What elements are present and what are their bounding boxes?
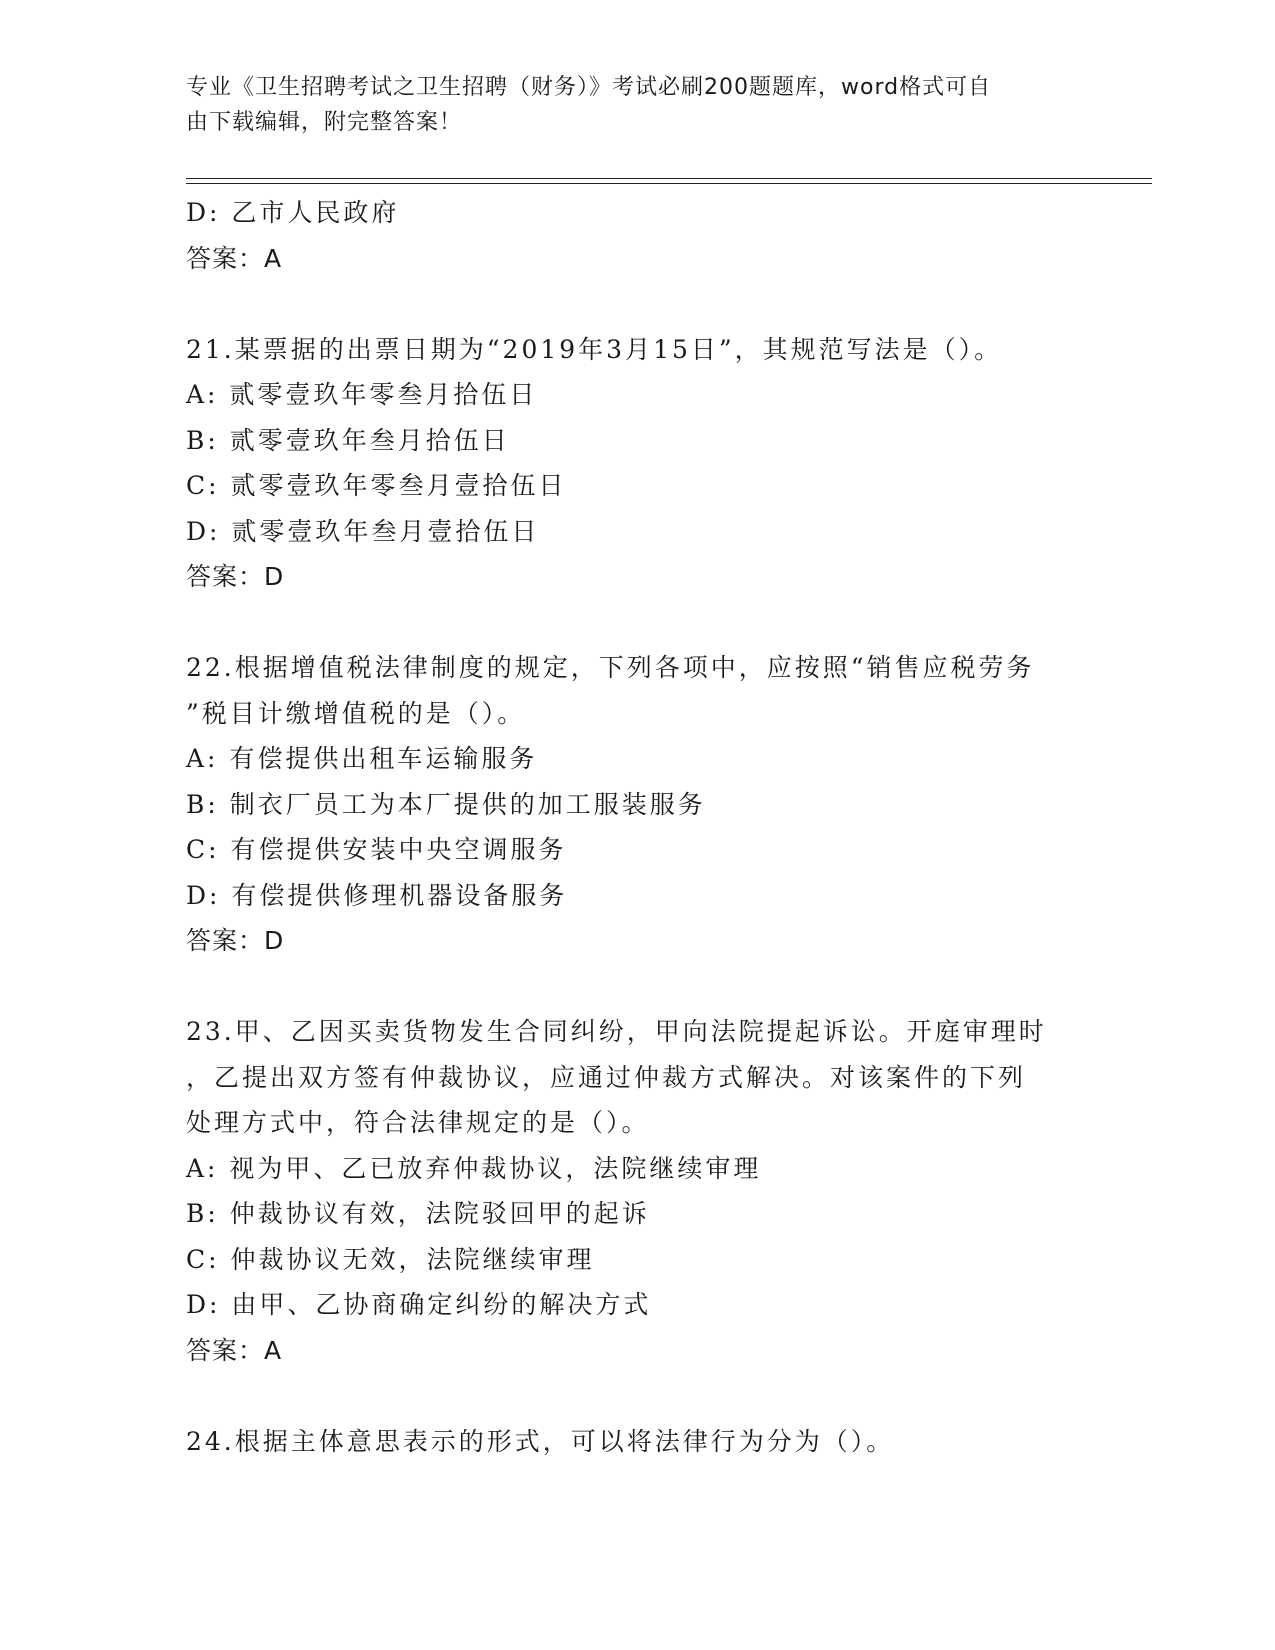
option-d: D: 由甲、乙协商确定纠纷的解决方式 xyxy=(186,1290,652,1319)
previous-question-tail xyxy=(186,190,1086,281)
option-b: B: 贰零壹玖年叁月拾伍日 xyxy=(186,425,510,455)
answer: 答案：D xyxy=(186,562,285,591)
question-stem: 21.某票据的出票日期为“2019年3月15日”，其规范写法是（）。 xyxy=(186,334,1003,364)
spacer xyxy=(186,964,1086,1010)
question-stem-continued: 处理方式中，符合法律规定的是（）。 xyxy=(186,1108,650,1137)
question-stem: 23.甲、乙因买卖货物发生合同纠纷，甲向法院提起诉讼。开庭审理时 xyxy=(186,1017,1047,1046)
option-d: D: 贰零壹玖年叁月壹拾伍日 xyxy=(186,516,540,546)
spacer xyxy=(186,600,1086,646)
question-stem-continued: ，乙提出双方签有仲裁协议，应通过仲裁方式解决。对该案件的下列 xyxy=(186,1062,1027,1092)
question-24 xyxy=(186,1419,1086,1465)
answer: 答案：A xyxy=(186,1335,283,1365)
document-header xyxy=(186,70,1066,140)
option-c: C: 有偿提供安装中央空调服务 xyxy=(186,835,567,864)
option-a: A: 贰零壹玖年零叁月拾伍日 xyxy=(186,380,538,409)
header-line-1: 专业《卫生招聘考试之卫生招聘（财务）》考试必刷200题题库，word格式可自 xyxy=(186,75,992,100)
question-stem: 24.根据主体意思表示的形式，可以将法律行为分为（）。 xyxy=(186,1426,895,1456)
option-b: B: 仲裁协议有效，法院驳回甲的起诉 xyxy=(186,1199,650,1228)
question-stem: 22.根据增值税法律制度的规定，下列各项中，应按照“销售应税劳务 xyxy=(186,653,1035,682)
question-23 xyxy=(186,1009,1086,1373)
spacer xyxy=(186,281,1086,327)
question-list xyxy=(186,190,1086,1464)
option-a: A: 有偿提供出租车运输服务 xyxy=(186,744,538,773)
option-d: D: 乙市人民政府 xyxy=(186,198,400,227)
header-divider-top xyxy=(186,178,1152,179)
header-divider-bottom xyxy=(186,183,1152,184)
option-d: D: 有偿提供修理机器设备服务 xyxy=(186,880,568,910)
answer: 答案：D xyxy=(186,926,285,955)
question-22 xyxy=(186,645,1086,964)
header-line-2: 由下载编辑，附完整答案！ xyxy=(186,110,463,135)
answer: 答案：A xyxy=(186,243,283,273)
question-stem-continued: ”税目计缴增值税的是（）。 xyxy=(186,698,526,728)
option-c: C: 贰零壹玖年零叁月壹拾伍日 xyxy=(186,471,567,500)
option-c: C: 仲裁协议无效，法院继续审理 xyxy=(186,1244,595,1274)
question-21 xyxy=(186,327,1086,600)
spacer xyxy=(186,1373,1086,1419)
option-b: B: 制衣厂员工为本厂提供的加工服装服务 xyxy=(186,789,706,819)
option-a: A: 视为甲、乙已放弃仲裁协议，法院继续审理 xyxy=(186,1153,762,1183)
